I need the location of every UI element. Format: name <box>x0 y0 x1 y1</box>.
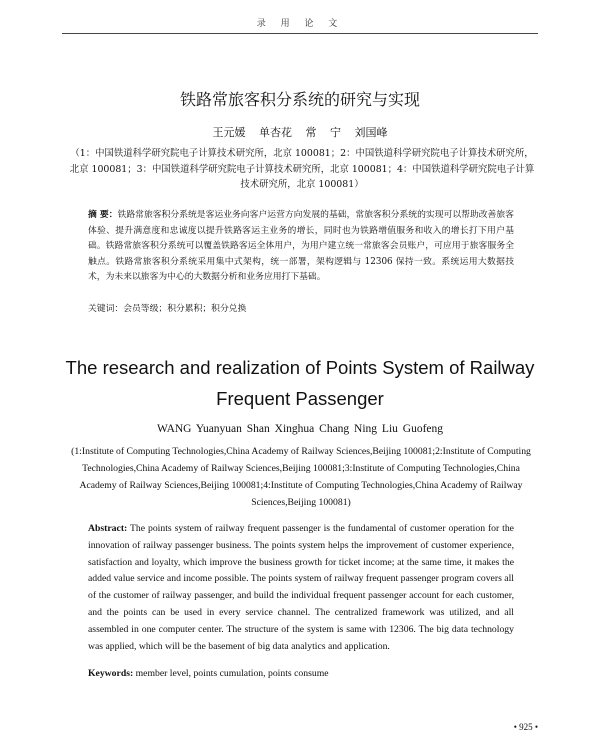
english-abstract <box>88 521 514 655</box>
chinese-authors: 王元媛 单杏花 常 宁 刘国峰 <box>212 126 388 139</box>
running-head: 录 用 论 文 <box>256 19 344 29</box>
chinese-abstract <box>88 208 514 286</box>
english-keywords-label: Keywords: <box>88 668 134 679</box>
english-affiliations: (1:Institute of Computing Technologies,China Academy of Railway Sciences,Beijing 100081;2:Institute of Computing Technologies,China Academy of Railway Sciences,Beijing 100081;3:Institute of Computing Technologies,China Academy of Railway Sciences,Beijing 100081;4:Institute of Computing Technologies,China Academy of Railway Sciences,Beijing 100081) <box>71 446 531 508</box>
english-keywords <box>88 666 514 682</box>
chinese-affiliations: （1：中国铁道科学研究院电子计算技术研究所，北京 100081；2：中国铁道科学研究院电子计算技术研究所，北京 100081；3：中国铁道科学研究院电子计算技术研究所，北京 100081；4：中国铁道科学研究院电子计算技术研究所，北京 100081） <box>69 148 535 190</box>
english-abstract-label: Abstract: <box>88 523 128 534</box>
english-abstract-text: The points system of railway frequent passenger is the fundamental of customer operation for the innovation of railway passenger business. The points system helps the improvement of customer experience, satisfaction and loyalty, which improve the business growth for ticket income; at the same time, it makes the added value service and income possible. The points system of railway frequent passenger program covers all of the customer of railway passenger, and build the individual frequent passenger account for each customer, and the points can be used in every service channel. The centralized framework was utilized, and all assembled in one computer center. The structure of the system is same with 12306. The big data technology was applied, which will be the basement of big data analytics and application. <box>88 523 514 652</box>
chinese-keywords-label: 关键词： <box>88 304 124 314</box>
english-title: The research and realization of Points System of Railway Frequent Passenger <box>65 357 535 409</box>
english-authors: WANG Yuanyuan Shan Xinghua Chang Ning Liu Guofeng <box>156 423 444 435</box>
page-number: • 925 • <box>513 722 538 732</box>
english-keywords-text: member level, points cumulation, points consume <box>135 668 329 679</box>
chinese-keywords-text: 会员等级；积分累积；积分兑换 <box>123 304 247 314</box>
chinese-title: 铁路常旅客积分系统的研究与实现 <box>179 90 420 109</box>
chinese-keywords <box>88 302 514 317</box>
header-rule <box>62 33 538 34</box>
chinese-abstract-label: 摘 要： <box>88 210 118 220</box>
chinese-abstract-text: 铁路常旅客积分系统是客运业务向客户运营方向发展的基础，常旅客积分系统的实现可以帮助改善旅客体验、提升满意度和忠诚度以提升铁路客运主业务的增长，同时也为铁路增值服务和收入的增长打下用户基础。铁路常旅客积分系统可以覆盖铁路客运全体用户，为用户建立统一常旅客会员账户，可应用于旅客服务全触点。铁路常旅客积分系统采用集中式架构，统一部署，架构逻辑与 12306 保持一致。系统运用大数据技术，为未来以旅客为中心的大数据分析和业务应用打下基础。 <box>88 210 514 282</box>
